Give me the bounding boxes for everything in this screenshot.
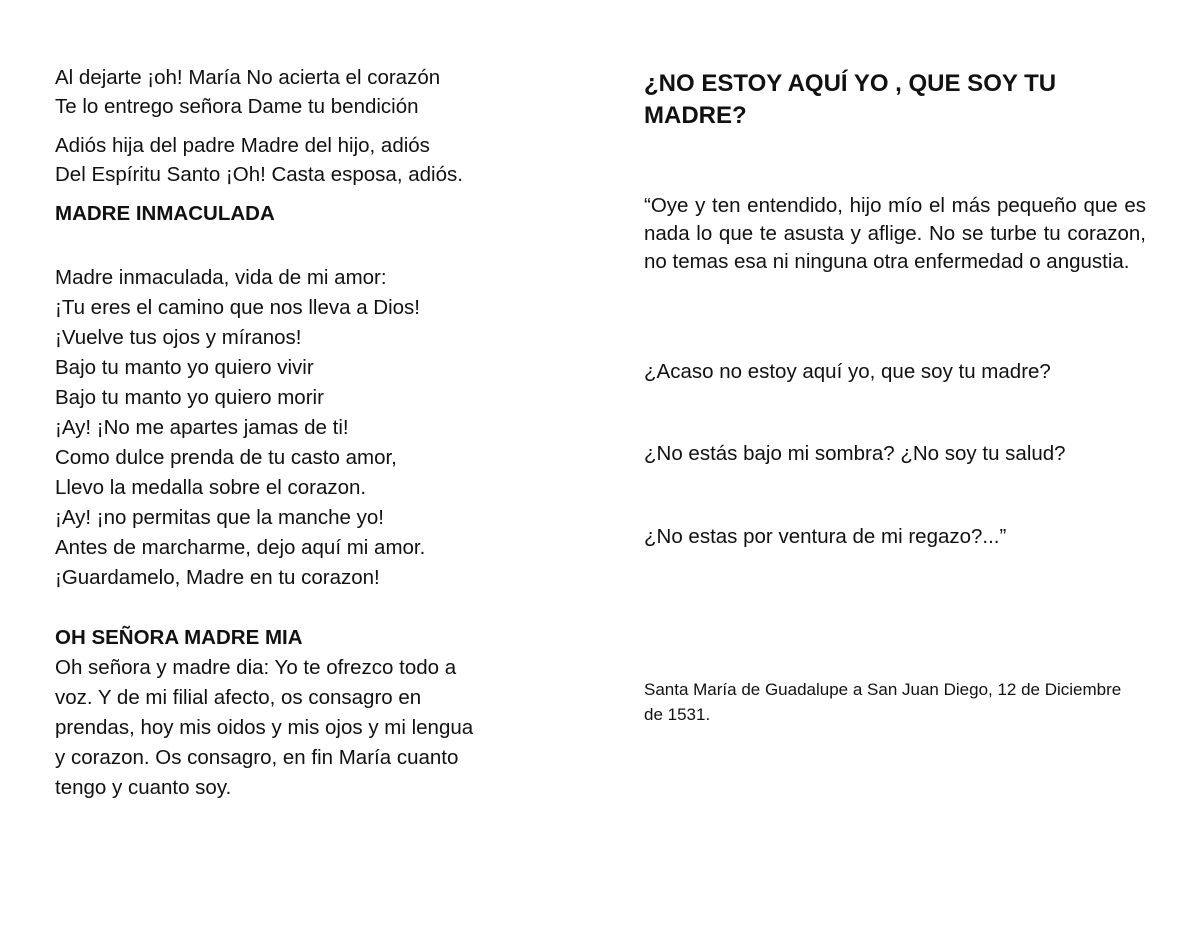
- prayer-line: Bajo tu manto yo quiero morir: [55, 386, 324, 409]
- heading-madre-inmaculada: MADRE INMACULADA: [55, 202, 275, 225]
- prayer-line: tengo y cuanto soy.: [55, 776, 232, 799]
- citation: Santa María de Guadalupe a San Juan Diego, 12 de Diciembre de 1531.: [644, 680, 1122, 724]
- prayer-line: voz. Y de mi filial afecto, os consagro en: [55, 686, 422, 709]
- prayer-line: Llevo la medalla sobre el corazon.: [55, 476, 367, 499]
- prayer-line: ¡Guardamelo, Madre en tu corazon!: [55, 566, 380, 589]
- quote-paragraph: “Oye y ten entendido, hijo mío el más pequeño que es nada lo que te asusta y aflige. No se turbe tu corazon, no temas esa ni ninguna otra enfermedad o angustia.: [644, 194, 1146, 273]
- prayer-line: Madre inmaculada, vida de mi amor:: [55, 266, 387, 289]
- prayer-line: prendas, hoy mis oidos y mis ojos y mi lengua: [55, 716, 474, 739]
- section-title: ¿NO ESTOY AQUÍ YO , QUE SOY TU MADRE?: [644, 70, 1057, 129]
- heading-oh-senora: OH SEÑORA MADRE MIA: [55, 626, 303, 649]
- prayer-line: y corazon. Os consagro, en fin María cuanto: [55, 746, 459, 769]
- prayer-line: ¡Ay! ¡no permitas que la manche yo!: [55, 506, 384, 529]
- farewell-line: Te lo entrego señora Dame tu bendición: [55, 95, 419, 118]
- question-3: ¿No estas por ventura de mi regazo?...”: [644, 525, 1007, 548]
- prayer-line: Oh señora y madre dia: Yo te ofrezco todo a: [55, 656, 457, 679]
- farewell-line: Al dejarte ¡oh! María No acierta el corazón: [55, 66, 441, 89]
- prayer-line: Como dulce prenda de tu casto amor,: [55, 446, 397, 469]
- farewell-line: Adiós hija del padre Madre del hijo, adiós: [55, 134, 430, 157]
- prayer-line: ¡Vuelve tus ojos y míranos!: [55, 326, 302, 349]
- prayer-line: Antes de marcharme, dejo aquí mi amor.: [55, 536, 426, 559]
- question-1: ¿Acaso no estoy aquí yo, que soy tu madre?: [644, 360, 1051, 383]
- prayer-line: Bajo tu manto yo quiero vivir: [55, 356, 314, 379]
- farewell-line: Del Espíritu Santo ¡Oh! Casta esposa, adiós.: [55, 163, 463, 186]
- prayer-line: ¡Ay! ¡No me apartes jamas de ti!: [55, 416, 349, 439]
- question-2: ¿No estás bajo mi sombra? ¿No soy tu salud?: [644, 442, 1066, 465]
- prayer-line: ¡Tu eres el camino que nos lleva a Dios!: [55, 296, 420, 319]
